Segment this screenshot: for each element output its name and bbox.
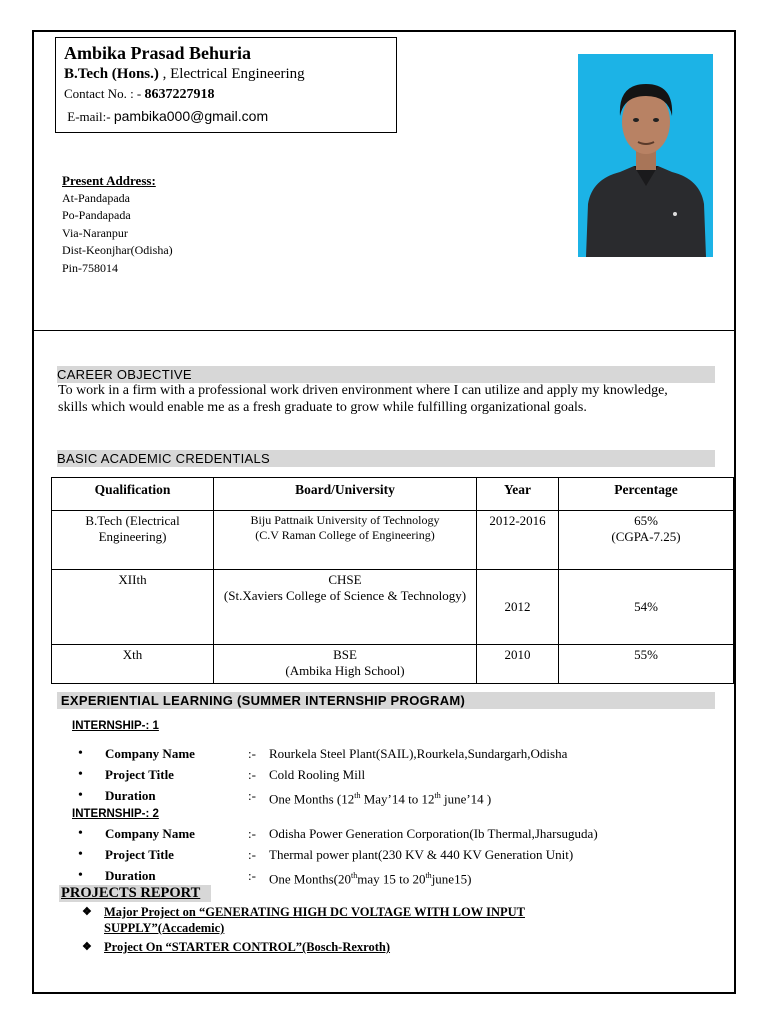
column-header: Percentage bbox=[559, 478, 734, 511]
separator: :- bbox=[248, 767, 256, 782]
year-cell: 2012 bbox=[477, 570, 559, 645]
degree bbox=[64, 64, 396, 84]
academic-table bbox=[51, 477, 734, 684]
duration-text: may 15 to 20 bbox=[357, 871, 426, 887]
contact-label: Contact No. : - bbox=[64, 86, 145, 101]
academic-credentials-title: BASIC ACADEMIC CREDENTIALS bbox=[57, 450, 715, 467]
board-line: CHSE bbox=[328, 572, 362, 587]
company-value: Rourkela Steel Plant(SAIL),Rourkela,Sundargarh,Odisha bbox=[269, 746, 568, 761]
projects-report-title: PROJECTS REPORT bbox=[59, 885, 211, 902]
bullet-icon: • bbox=[78, 847, 83, 862]
ordinal-suffix: th bbox=[350, 871, 358, 880]
percentage-line: (CGPA-7.25) bbox=[611, 529, 681, 544]
address-line: Pin-758014 bbox=[62, 260, 119, 275]
company-label: Company Name bbox=[105, 826, 195, 841]
percentage-cell: 54% bbox=[559, 570, 734, 645]
percentage-line: 65% bbox=[634, 513, 658, 528]
project-label: Project Title bbox=[105, 847, 174, 862]
contact-number: 8637227918 bbox=[144, 87, 215, 102]
name-box bbox=[55, 37, 397, 133]
duration-text: May’14 to 12 bbox=[360, 791, 435, 807]
separator: :- bbox=[248, 868, 256, 883]
bullet-icon: • bbox=[78, 826, 83, 841]
person-portrait-icon bbox=[578, 54, 713, 257]
project-label: Project Title bbox=[105, 767, 174, 782]
address-line: At-Pandapada bbox=[62, 190, 130, 205]
profile-photo bbox=[578, 54, 713, 257]
internship-title: INTERNSHIP-: 2 bbox=[72, 808, 159, 820]
bullet-icon: • bbox=[78, 767, 83, 782]
duration-text: One Months(20 bbox=[269, 871, 351, 887]
address-line: Po-Pandapada bbox=[62, 208, 131, 222]
board-line: BSE bbox=[333, 647, 357, 662]
board-cell bbox=[214, 511, 477, 570]
company-value: Odisha Power Generation Corporation(Ib Thermal,Jharsuguda) bbox=[269, 826, 598, 841]
duration-value bbox=[269, 866, 471, 889]
header-divider bbox=[32, 330, 736, 331]
email-label: E-mail:- bbox=[67, 109, 114, 124]
duration-label: Duration bbox=[105, 868, 156, 883]
diamond-bullet-icon: ❖ bbox=[82, 906, 92, 918]
board-line: Biju Pattnaik University of Technology bbox=[250, 513, 440, 527]
duration-text: One Months (12 bbox=[269, 791, 355, 807]
email-address[interactable]: pambika000@gmail.com bbox=[113, 108, 269, 124]
duration-value bbox=[269, 786, 491, 809]
bullet-icon: • bbox=[78, 746, 83, 761]
project-value: Cold Rooling Mill bbox=[269, 767, 366, 782]
present-address bbox=[62, 172, 173, 277]
duration-text: june15) bbox=[431, 871, 472, 887]
qualification-cell: Xth bbox=[52, 645, 214, 684]
ordinal-suffix: th bbox=[434, 791, 441, 800]
project-item-text: Project On “STARTER CONTROL”(Bosch-Rexroth) bbox=[104, 940, 391, 954]
separator: :- bbox=[248, 847, 256, 862]
bullet-icon: • bbox=[78, 788, 83, 803]
table-row bbox=[52, 645, 734, 684]
board-cell bbox=[214, 645, 477, 684]
diamond-bullet-icon: ❖ bbox=[82, 941, 92, 953]
project-item-text: Major Project on “GENERATING HIGH DC VOLTAGE WITH LOW INPUT SUPPLY”(Accademic) bbox=[104, 905, 525, 935]
board-cell bbox=[214, 570, 477, 645]
experiential-learning-title bbox=[57, 692, 715, 709]
percentage-cell bbox=[559, 511, 734, 570]
qualification-cell: XIIth bbox=[52, 570, 214, 645]
table-row bbox=[52, 570, 734, 645]
email bbox=[64, 105, 396, 128]
board-line: (C.V Raman College of Engineering) bbox=[255, 528, 435, 542]
bullet-icon: • bbox=[78, 868, 83, 883]
company-label: Company Name bbox=[105, 746, 195, 761]
separator: :- bbox=[248, 826, 256, 841]
degree-bold: B.Tech (Hons.) bbox=[64, 66, 159, 82]
address-title: Present Address: bbox=[62, 173, 156, 188]
project-value: Thermal power plant(230 KV & 440 KV Generation Unit) bbox=[269, 847, 574, 862]
year-cell: 2012-2016 bbox=[477, 511, 559, 570]
separator: :- bbox=[248, 788, 256, 803]
duration-label: Duration bbox=[105, 788, 156, 803]
qualification-cell: B.Tech (Electrical Engineering) bbox=[52, 511, 214, 570]
separator: :- bbox=[248, 746, 256, 761]
candidate-name: Ambika Prasad Behuria bbox=[64, 43, 252, 63]
ordinal-suffix: th bbox=[425, 871, 432, 880]
contact bbox=[64, 84, 396, 105]
degree-rest: , Electrical Engineering bbox=[158, 66, 305, 82]
year-cell: 2010 bbox=[477, 645, 559, 684]
table-row bbox=[52, 511, 734, 570]
address-line: Dist-Keonjhar(Odisha) bbox=[62, 243, 173, 257]
column-header: Board/University bbox=[214, 478, 477, 511]
board-line: (Ambika High School) bbox=[285, 663, 405, 678]
experiential-learning-title-text: EXPERIENTIAL LEARNING (SUMMER INTERNSHIP PROGRAM) bbox=[60, 693, 466, 708]
table-header-row bbox=[52, 478, 734, 511]
column-header: Qualification bbox=[52, 478, 214, 511]
career-objective-title: CAREER OBJECTIVE bbox=[57, 366, 715, 383]
career-objective-text: To work in a firm with a professional work driven environment where I can utilize and apply my knowledge, skills which would enable me as a fresh graduate to grow while fulfilling organizational goals. bbox=[58, 383, 668, 415]
board-line: (St.Xaviers College of Science & Technology) bbox=[223, 588, 467, 603]
internship-title: INTERNSHIP-: 1 bbox=[72, 720, 159, 732]
duration-text: june’14 ) bbox=[440, 791, 492, 807]
address-line: Via-Naranpur bbox=[62, 225, 128, 240]
column-header: Year bbox=[477, 478, 559, 511]
percentage-cell: 55% bbox=[559, 645, 734, 684]
ordinal-suffix: th bbox=[354, 791, 361, 800]
